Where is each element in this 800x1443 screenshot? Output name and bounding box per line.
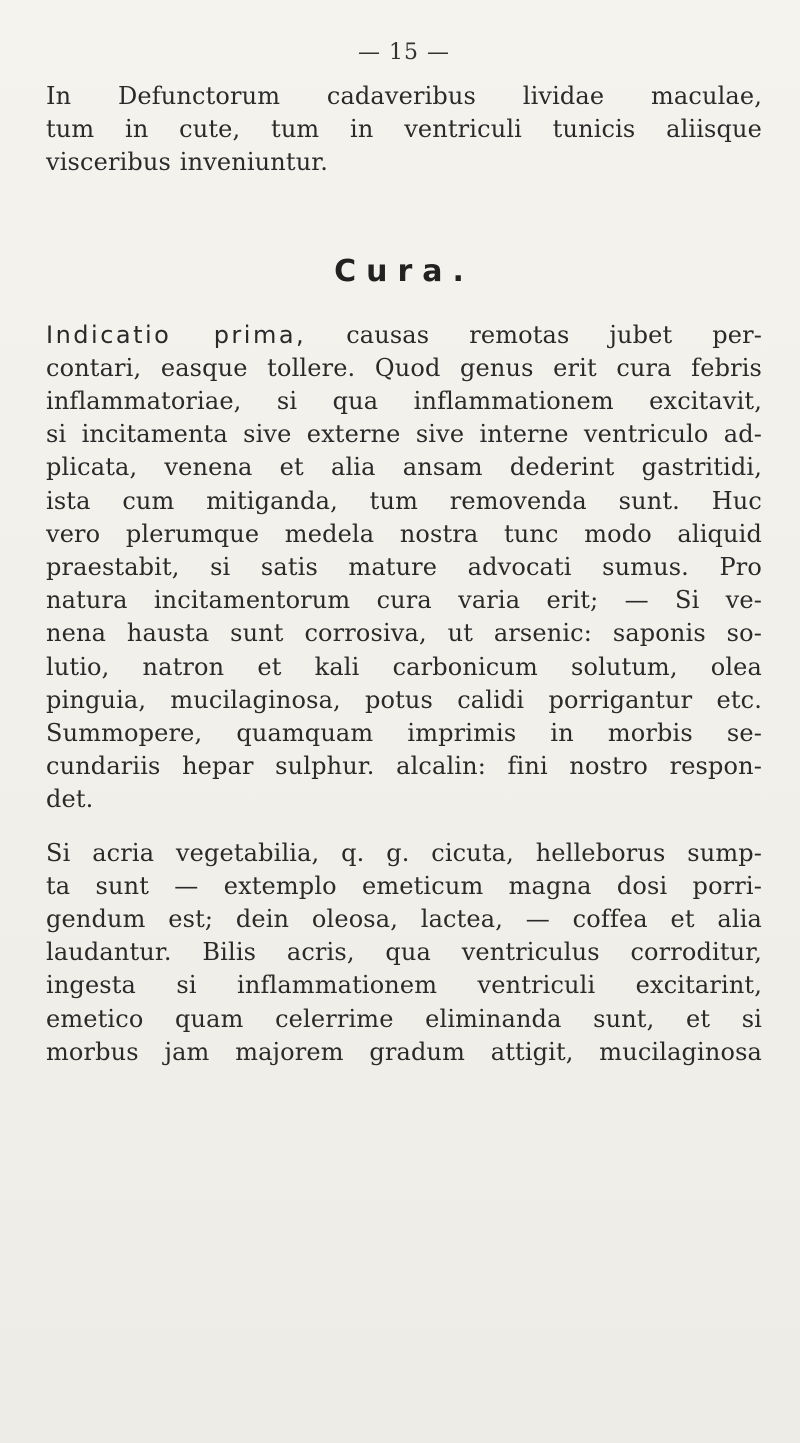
intro-paragraph bbox=[46, 80, 762, 180]
text-line: contari, easque tollere. Quod genus erit cura febris bbox=[46, 353, 762, 382]
indicatio-paragraph bbox=[46, 319, 762, 817]
text-line: det. bbox=[46, 785, 94, 814]
text-line: visceribus inveniuntur. bbox=[46, 148, 329, 177]
indicatio-label: Indicatio prima, bbox=[46, 320, 307, 349]
indicatio-first-line-rest: causas remotas jubet per- bbox=[346, 320, 763, 349]
text-line: gendum est; dein oleosa, lactea, — coffea et alia bbox=[46, 905, 762, 934]
page-number: — 15 — bbox=[358, 40, 450, 65]
text-line: emetico quam celerrime eliminanda sunt, et si bbox=[46, 1004, 762, 1033]
text-line: morbus jam majorem gradum attigit, mucilaginosa bbox=[46, 1037, 762, 1066]
text-line: laudantur. Bilis acris, qua ventriculus corroditur, bbox=[46, 938, 762, 967]
text-line: Si acria vegetabilia, q. g. cicuta, helleborus sump- bbox=[46, 838, 762, 867]
text-line: nena hausta sunt corrosiva, ut arsenic: saponis so- bbox=[46, 619, 762, 648]
text-line: si incitamenta sive externe sive interne ventriculo ad- bbox=[46, 420, 762, 449]
text-line: plicata, venena et alia ansam dederint gastritidi, bbox=[46, 453, 762, 482]
text-line bbox=[46, 319, 762, 352]
text-line: tum in cute, tum in ventriculi tunicis aliisque bbox=[46, 115, 762, 144]
text-line: pinguia, mucilaginosa, potus calidi porrigantur etc. bbox=[46, 685, 762, 714]
text-line: ingesta si inflammationem ventriculi excitarint, bbox=[46, 971, 762, 1000]
text-line: cundariis hepar sulphur. alcalin: fini nostro respon- bbox=[46, 752, 762, 781]
text-line: inflammatoriae, si qua inflammationem excitavit, bbox=[46, 387, 762, 416]
acria-paragraph bbox=[46, 837, 762, 1069]
text-line: In Defunctorum cadaveribus lividae maculae, bbox=[46, 82, 762, 110]
text-line: vero plerumque medela nostra tunc modo aliquid bbox=[46, 519, 762, 548]
text-line: Summopere, quamquam imprimis in morbis se- bbox=[46, 719, 762, 748]
text-line: lutio, natron et kali carbonicum solutum, olea bbox=[46, 652, 762, 681]
section-title: Cura. bbox=[334, 253, 474, 289]
text-line: praestabit, si satis mature advocati sumus. Pro bbox=[46, 553, 762, 582]
text-line: natura incitamentorum cura varia erit; — Si ve- bbox=[46, 586, 762, 615]
text-line: ta sunt — extemplo emeticum magna dosi porri- bbox=[46, 871, 762, 900]
text-line: ista cum mitiganda, tum removenda sunt. Huc bbox=[46, 486, 762, 515]
